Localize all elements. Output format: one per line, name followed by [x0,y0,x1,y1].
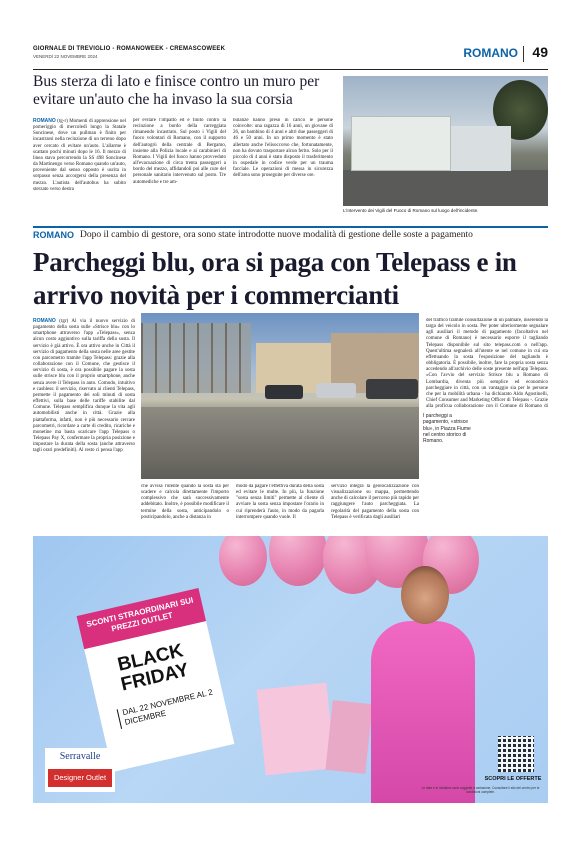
article2-column-1 [33,318,135,530]
price-tag [77,588,235,772]
publication-date: VENERDÌ 22 NOVEMBRE 2024 [33,54,98,59]
brand-name: Serravalle [59,751,101,762]
article1-title: Bus sterza di lato e finisce contro un muro per evitare un'auto che ha invaso la sua corsia [33,73,320,108]
article2-photo [141,313,419,479]
black-friday-title: BLACK FRIDAY [115,640,191,696]
promo-dates: DAL 22 NOVEMBRE AL 2 DICEMBRE [117,685,226,729]
photo-pavement [141,407,419,479]
photo-car-2 [316,383,356,398]
photo-car-1 [265,385,303,399]
article2-text-5: del traffico tramite consultazione di un palmare, inserendo la targa del veicolo in sosta. Per poter ulteriormente segnalare agli ausiliari il metodo di pagamento (facoltativo nel comune di Romano) è necessario esporre il tagliando Telepass disponibile sul sito telepass.com o nell'app. Quest'ultima segnalerà all'utente se nel comune in cui sta effettuando la sosta l'esposizione del tagliando è obbligatoria. È possibile, inoltre, fare la propria sosta senza accedendo all'archivio delle soste presente nell'app Telepass. «Con l'avvio del servizio Strisce blu a Romano di Lombardia, diventa più semplice ed economico parcheggiare in città, con un vantaggio sia per le persone che per la mobilità urbana - ha dichiarato Aldo Agostinelli, Chief Consumer and Marketing Officer di Telepass -. Grazie alla proficua collaborazione con il Comune di Romano di [426,318,548,410]
brand-subtitle: Designer Outlet [48,769,112,787]
article1-kicker: ROMANO [33,118,56,124]
model-figure [363,566,483,803]
article1-photo [343,76,548,206]
qr-code-icon[interactable] [498,736,534,772]
article2-column-5-top [426,318,548,410]
photo-road [343,170,548,206]
article1-column-1 [33,118,126,222]
balloon-1 [219,536,267,586]
article2-kicker: ROMANO [33,318,56,324]
ad-fine-print: Le date e le iniziative sono soggette a variazione. Consultare il sito del centro per le condizioni complete. [421,786,540,794]
page-header [33,44,548,70]
article1-photo-caption: L'intervento dei Vigili del Fuoco di Romano sul luogo dell'incidente. [343,208,479,213]
photo-fire-truck [351,116,451,171]
article2-column-2: che avvisa l'utente quando la sosta sta per scadere e calcola direttamente l'importo complessivo che sarà successivamente addebitato. Inoltre, è possibile modificare il termine della sosta, anticipandolo o posticipandolo, anche a distanza in [141,484,229,520]
section-strap [33,226,548,242]
article1-column-3: bulanze hanno preso in carico le persone coinvolte: una ragazza di 16 anni, un giovane di 26, un bambino di 4 anni e altri due passeggeri di 46 e 50 anni. In un primo momento è stato allertato anche l'elisoccorso che, fortunatamente, non ha dovuto trasportare alcun ferito. Solo per il piccolo di 4 anni è stato disposto il trasferimento in ospedale in codice verde per un trauma facciale. Le operazioni di messa in sicurezza dell'area sono proseguite per diverse ore. [233,118,333,179]
page-number: 49 [532,44,548,60]
photo-vehicle [451,126,511,171]
article1-column-2: per evitare l'impatto ed è finito contro la recinzione a bordo della carreggiata rimanendo incastrato. Sul posto i Vigili del fuoco volontari di Romano, con il supporto dell'autogrù della centrale di Bergamo, insieme alla Polizia locale e ai carabinieri di Romano. I Vigili del fuoco hanno provveduto all'evacuazione di circa trenta passeggeri a bordo del mezzo, affidandoli poi alle cure del personale sanitario intervenuto sul posto. Tre automediche e tre am- [133,118,226,185]
article2-title: Parcheggi blu, ora si paga con Telepass e in arrivo novità per i commercianti [33,247,517,310]
offers-cta[interactable]: SCOPRI LE OFFERTE [484,776,542,782]
photo-car-3 [366,379,418,399]
article2-column-4: servizio integra la geolocalizzazione con visualizzazione su mappa, permettendo anche di calcolare il percorso più rapido per raggiungere l'auto parcheggiata. La regolarità del pagamento della sosta con Telepass è verificata dagli ausiliari [331,484,419,520]
header-divider [523,46,524,62]
article2-text-1: (tgr) Al via il nuovo servizio di pagamento della sosta sulle «Strisce blu» con lo smartphone attraverso l'app «Telepass», senza alcun costo aggiuntivo sulla tariffa della sosta. Il servizio è già attivo. È ora attivo anche in Città il servizio di pagamento della sosta nelle aree gestite con parcometro tramite l'app Telepass: grazie alla collaborazione con il Comune, che gestisce il servizio di sosta, è ora possibile pagare la sosta sulle strisce blu con il proprio smartphone, anche senza avere il Telepass in auto. Comodo, intuitivo e cashless: il servizio, riservato ai clienti Telepass, permette il pagamento dei soli minuti di sosta effettivi, sulla base delle tariffe stabilite dal Comune. Telepass semplifica dunque la vita agli automobilisti anche in città. Grazie alla piattaforma, infatti, non è più necessario cercare parcometri, ricordare a carte di credito, ricariche e monetine ma basta scaricare l'app Telepass o Telepass Pay X, confermare la propria posizione e impostare la durata della sosta (anche attraverso tagli orari predefiniti). Al resto ci pensa l'app [33,319,135,454]
tag-headline: SCONTI STRAORDINARI SUI PREZZI OUTLET [77,588,206,649]
shopping-bag-icon [257,683,336,776]
balloon-2 [269,536,327,586]
strap-text: Dopo il cambio di gestore, ora sono state introdotte nuove modalità di gestione delle soste a pagamento [80,230,473,240]
article2-column-3: modo da pagare l'effettiva durata della sosta ed evitare le multe. In più, la funzione "sosta senza limiti" permette al cliente di avviare la sosta senza impostare l'orario in cui riprenderà l'auto, in modo da pagarla interrompere quando vuole. Il [236,484,324,520]
serravalle-logo [45,748,115,792]
photo-trees [141,323,251,393]
article1-text-1: (tg-r) Momenti di apprensione nel pomeriggio di mercoledì lungo la Statale Soncinese, dove un pullman è finito per incastrarsi nella recinzione di un terreno dopo aver cercato di evitare un'auto. L'allarme è scattato pochi minuti dopo le 16. Il mezzo di linea stava percorrendo la SS 498 Soncinese da Martinengo verso Romano quando un'auto, proveniente dal senso opposto è uscita in sorpasso senza accorgersi della presenza del mezzo. L'autista dell'autobus ha subito sterzato verso destra [33,119,126,192]
publication-name: GIORNALE DI TREVIGLIO - ROMANOWEEK - CREMASCOWEEK [33,46,226,52]
section-label: ROMANO [463,46,518,60]
article2-photo-caption: I parcheggi a pagamento, «strisce blu», in Piazza Fiume nel centro storico di Romano. [423,413,471,445]
advertisement[interactable] [33,536,548,803]
model-head [401,566,449,624]
strap-section: ROMANO [33,230,74,240]
article2-column-5-overflow [482,410,548,530]
model-coat [371,621,475,803]
